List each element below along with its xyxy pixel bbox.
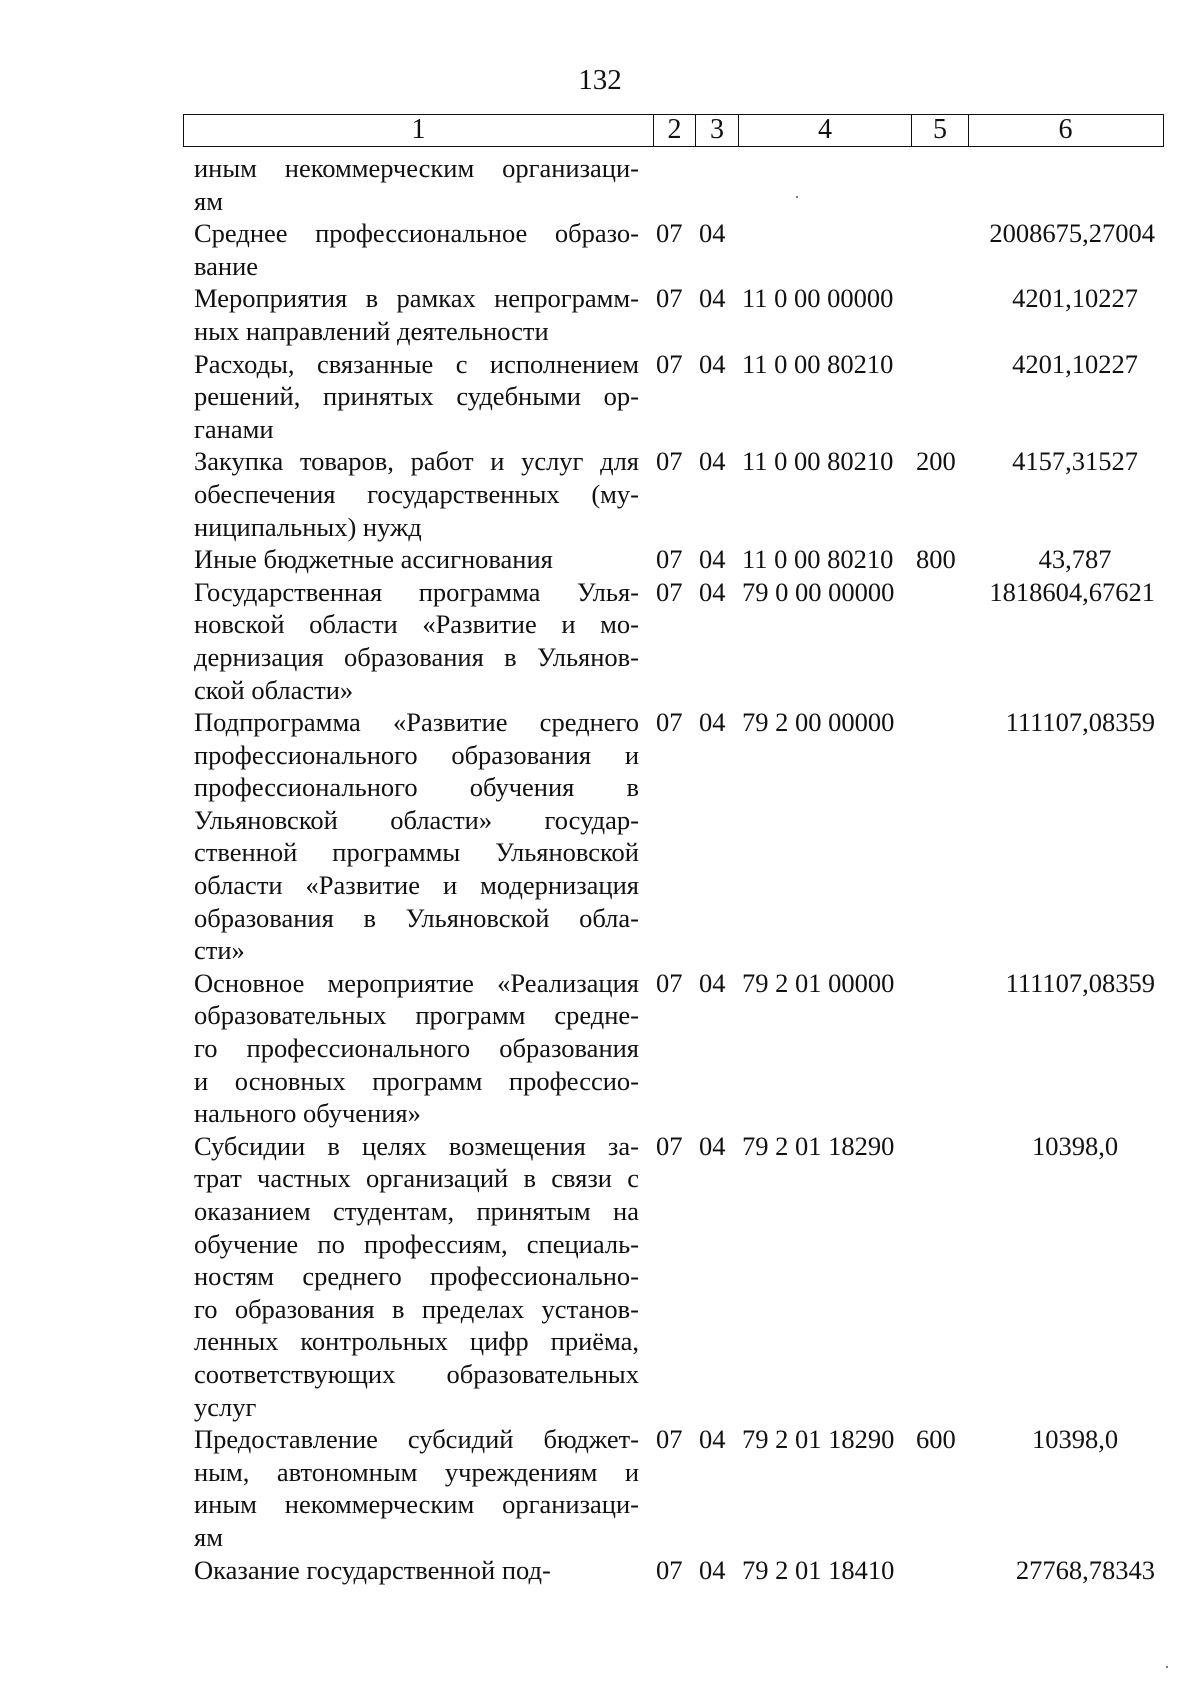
row-name <box>194 445 639 543</box>
header-col-6: 6 <box>1058 114 1073 145</box>
table-row <box>0 152 1200 217</box>
row-name <box>194 348 639 446</box>
row-name-line: нального обучения» <box>194 1098 421 1129</box>
row-name-line: образовательных программ средне- <box>194 1000 639 1031</box>
row-name-line: ганами <box>194 413 274 444</box>
table-row <box>0 967 1200 1130</box>
row-name <box>194 217 639 282</box>
table-row <box>0 1554 1200 1587</box>
row-col-4: 79 2 01 18290 <box>742 1130 895 1161</box>
table-row <box>0 217 1200 282</box>
row-name-line: ской области» <box>194 674 354 705</box>
row-name-line: обучение по профессиям, специаль- <box>194 1228 639 1259</box>
row-name <box>194 576 639 706</box>
table-row <box>0 445 1200 543</box>
row-name-line: Закупка товаров, работ и услуг для <box>194 446 639 477</box>
row-name <box>194 1423 639 1553</box>
row-col-3: 04 <box>699 576 726 607</box>
row-col-2: 07 <box>656 348 683 379</box>
table-body <box>0 152 1200 1586</box>
row-col-3: 04 <box>699 1554 726 1585</box>
row-name <box>194 152 639 217</box>
row-col-6: 43,787 <box>1038 544 1112 575</box>
row-name-line: области «Развитие и модернизация <box>194 870 639 901</box>
row-col-4: 79 2 01 00000 <box>742 967 895 998</box>
row-col-3: 04 <box>699 967 726 998</box>
row-col-3: 04 <box>699 544 726 575</box>
row-col-2: 07 <box>656 544 683 575</box>
table-row <box>0 576 1200 706</box>
row-col-6: 4201,10227 <box>1012 283 1138 314</box>
row-name-line: иным некоммерческим организаци- <box>194 1489 639 1520</box>
table-header <box>183 114 1164 147</box>
table-row <box>0 1130 1200 1423</box>
row-col-6: 2008675,27004 <box>989 218 1155 249</box>
row-name-line: ным, автономным учреждениям и <box>194 1456 639 1487</box>
row-col-2: 07 <box>656 576 683 607</box>
row-col-2: 07 <box>656 283 683 314</box>
table-row <box>0 282 1200 347</box>
row-name-line: го образования в пределах установ- <box>194 1293 639 1324</box>
row-name-line: услуг <box>194 1391 257 1422</box>
row-col-4: 11 0 00 80210 <box>742 446 894 477</box>
header-col-4: 4 <box>739 115 912 146</box>
row-col-5: 800 <box>916 544 956 575</box>
row-name-line: новской области «Развитие и мо- <box>194 609 639 640</box>
row-name-line: Оказание государственной под- <box>194 1554 551 1585</box>
row-name-line: Иные бюджетные ассигнования <box>194 544 553 575</box>
row-name-line: ностям среднего профессионально- <box>194 1261 639 1292</box>
row-name <box>194 1130 639 1423</box>
row-name-line: ям <box>194 185 223 216</box>
row-col-6: 10398,0 <box>1031 1130 1119 1161</box>
row-name-line: трат частных организаций в связи с <box>194 1163 639 1194</box>
row-col-6: 27768,78343 <box>1015 1554 1155 1585</box>
row-name-line: соответствующих образовательных <box>194 1358 639 1389</box>
row-col-2: 07 <box>656 707 683 738</box>
row-col-4: 79 2 01 18290 <box>742 1424 895 1455</box>
row-col-2: 07 <box>656 967 683 998</box>
row-name-line: ственной программы Ульяновской <box>194 837 639 868</box>
header-col-1: 1 <box>184 115 654 146</box>
row-col-2: 07 <box>656 1130 683 1161</box>
row-name-line: Ульяновской области» государ- <box>194 804 639 835</box>
header-col-2: 2 <box>654 115 696 146</box>
table-row <box>0 348 1200 446</box>
table-row <box>0 543 1200 576</box>
row-name-line: дернизация образования в Ульянов- <box>194 641 639 672</box>
row-name-line: ленных контрольных цифр приёма, <box>194 1326 639 1357</box>
row-name-line: и основных программ профессио- <box>194 1065 639 1096</box>
row-name-line: ям <box>194 1521 223 1552</box>
header-col-3: 3 <box>696 115 739 146</box>
row-name-line: решений, принятых судебными ор- <box>194 381 639 412</box>
row-col-3: 04 <box>699 446 726 477</box>
row-col-4: 11 0 00 80210 <box>742 348 894 379</box>
row-col-5: 200 <box>916 446 956 477</box>
row-name-line: Подпрограмма «Развитие среднего <box>194 707 639 738</box>
row-col-3: 04 <box>699 1424 726 1455</box>
row-name-line: иным некоммерческим организаци- <box>194 153 639 183</box>
row-col-6: 111107,08359 <box>1005 967 1155 998</box>
row-name-line: профессионального образования и <box>194 739 639 770</box>
row-col-5: 600 <box>916 1424 956 1455</box>
row-col-4: 79 2 01 18410 <box>742 1554 895 1585</box>
row-name-line: сти» <box>194 935 245 966</box>
row-name-line: Субсидии в целях возмещения за- <box>194 1130 639 1161</box>
page-number: 132 <box>578 64 622 96</box>
row-col-4: 79 0 00 00000 <box>742 576 895 607</box>
table-row <box>0 706 1200 967</box>
row-name-line: образования в Ульяновской обла- <box>194 902 639 933</box>
row-col-4: 79 2 00 00000 <box>742 707 895 738</box>
row-col-2: 07 <box>656 446 683 477</box>
row-name-line: Основное мероприятие «Реализация <box>194 967 639 998</box>
row-col-4: 11 0 00 80210 <box>742 544 894 575</box>
row-name-line: обеспечения государственных (му- <box>194 478 639 509</box>
row-name-line: ных направлений деятельности <box>194 315 549 346</box>
row-name-line: Расходы, связанные с исполнением <box>194 348 639 379</box>
row-name <box>194 706 639 967</box>
row-col-2: 07 <box>656 1424 683 1455</box>
row-col-6: 4157,31527 <box>1012 446 1138 477</box>
row-col-2: 07 <box>656 1554 683 1585</box>
row-col-2: 07 <box>656 218 683 249</box>
row-name-line: вание <box>194 250 259 281</box>
row-col-6: 4201,10227 <box>1012 348 1138 379</box>
scan-speck <box>1166 1666 1168 1668</box>
row-name-line: Государственная программа Улья- <box>194 576 639 607</box>
row-name-line: го профессионального образования <box>194 1033 639 1064</box>
row-name <box>194 1554 639 1587</box>
row-col-6: 1818604,67621 <box>989 576 1155 607</box>
row-name <box>194 282 639 347</box>
row-col-3: 04 <box>699 1130 726 1161</box>
row-col-3: 04 <box>699 218 726 249</box>
table-row <box>0 1423 1200 1553</box>
row-name-line: ниципальных) нужд <box>194 511 422 542</box>
row-name-line: Мероприятия в рамках непрограмм- <box>194 283 639 314</box>
row-col-3: 04 <box>699 707 726 738</box>
row-name-line: Предоставление субсидий бюджет- <box>194 1424 639 1455</box>
row-name <box>194 543 639 576</box>
row-name-line: профессионального обучения в <box>194 772 639 803</box>
row-name-line: оказанием студентам, принятым на <box>194 1196 639 1226</box>
row-name-line: Среднее профессиональное образо- <box>194 218 639 249</box>
row-col-6: 10398,0 <box>1031 1424 1119 1455</box>
row-col-3: 04 <box>699 283 726 314</box>
header-col-5: 5 <box>912 115 969 146</box>
row-col-6: 111107,08359 <box>1005 707 1155 738</box>
row-name <box>194 967 639 1130</box>
row-col-4: 11 0 00 00000 <box>742 283 894 314</box>
scan-speck <box>796 196 798 198</box>
row-col-3: 04 <box>699 348 726 379</box>
